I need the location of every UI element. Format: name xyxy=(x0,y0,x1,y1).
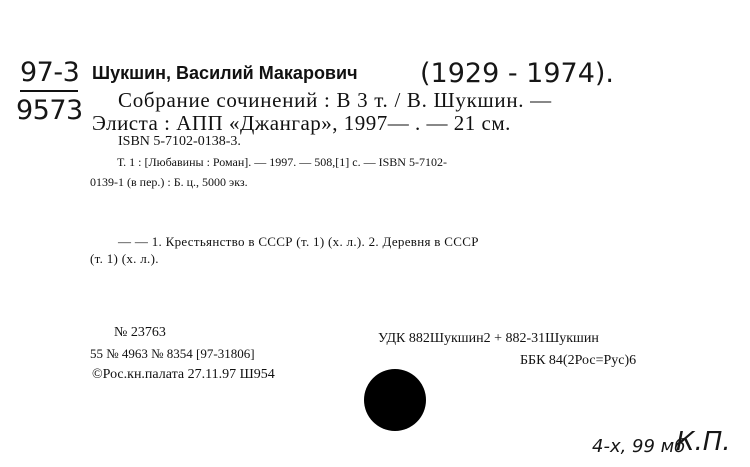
registration-line-3: ©Рос.кн.палата 27.11.97 Ш954 xyxy=(92,367,275,382)
registration-number: № 23763 xyxy=(114,325,166,340)
title-line-1: Собрание сочинений : В 3 т. / В. Шукшин. — xyxy=(118,88,552,112)
title-line-2: Элиста : АПП «Джангар», 1997— . — 21 см. xyxy=(92,111,511,135)
punch-hole xyxy=(364,369,426,431)
handwritten-note: 4-х, 99 мб xyxy=(592,436,686,457)
shelf-mark-1: 97-3 xyxy=(20,57,80,88)
volume-entry-line-2: 0139-1 (в пер.) : Б. ц., 5000 экз. xyxy=(90,175,248,189)
shelf-mark-divider xyxy=(20,90,78,92)
bbk-code: ББК 84(2Рос=Рус)6 xyxy=(520,353,637,368)
subject-headings-line-1: — — 1. Крестьянство в СССР (т. 1) (х. л.). 2. Деревня в СССР xyxy=(118,234,479,249)
volume-entry-line-1: Т. 1 : [Любавины : Роман]. — 1997. — 508,[1] с. — ISBN 5-7102- xyxy=(117,155,447,169)
udk-code: УДК 882Шукшин2 + 882-31Шукшин xyxy=(378,331,599,346)
isbn-main: ISBN 5-7102-0138-3. xyxy=(118,134,241,149)
author-heading: Шукшин, Василий Макарович xyxy=(92,63,358,83)
registration-line-2: 55 № 4963 № 8354 [97-31806] xyxy=(90,346,255,361)
handwritten-life-years: (1929 - 1974). xyxy=(420,58,614,89)
shelf-mark-2: 9573 xyxy=(16,95,83,126)
subject-headings-line-2: (т. 1) (х. л.). xyxy=(90,251,159,266)
handwritten-mark: К.П. xyxy=(676,427,731,457)
